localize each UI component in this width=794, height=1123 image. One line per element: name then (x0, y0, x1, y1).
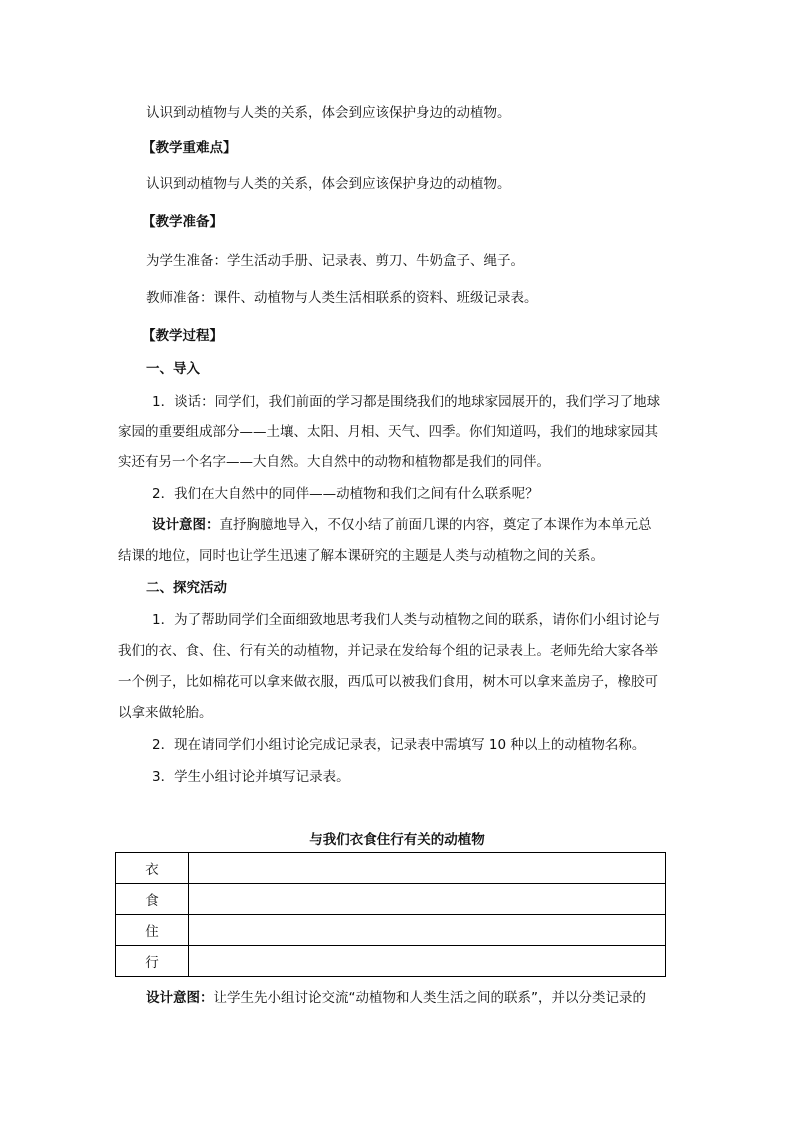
explore-paragraph-line: 一个例子，比如棉花可以拿来做衣服，西瓜可以被我们食用，树木可以拿来盖房子，橡胶可 (118, 674, 658, 690)
design-intent-text: 让学生先小组讨论交流“动植物和人类生活之间的联系”，并以分类记录的 (213, 990, 646, 1006)
intro-paragraph-line: 实还有另一个名字——大自然。大自然中的动物和植物都是我们的同伴。 (118, 454, 550, 470)
row-label: 食 (116, 884, 189, 915)
table-row (116, 915, 666, 946)
row-cell (189, 884, 666, 915)
design-intent-line (146, 988, 646, 1008)
table-title: 与我们衣食住行有关的动植物 (309, 832, 485, 848)
intro-paragraph-line: 家园的重要组成部分——土壤、太阳、月相、天气、四季。你们知道吗，我们的地球家园其 (118, 424, 658, 440)
heading-key-points: 【教学重难点】 (142, 140, 237, 156)
table-row (116, 946, 666, 977)
row-cell (189, 853, 666, 884)
intro-paragraph-line: 1．谈话：同学们，我们前面的学习都是围绕我们的地球家园展开的，我们学习了地球 (152, 394, 661, 410)
heading-process: 【教学过程】 (142, 328, 223, 344)
section-intro-title: 一、导入 (146, 361, 200, 377)
table-row (116, 884, 666, 915)
intro-question: 2．我们在大自然中的同伴——动植物和我们之间有什么联系呢？ (152, 486, 539, 502)
section-explore-title: 二、探究活动 (146, 580, 227, 596)
explore-step-2: 2．现在请同学们小组讨论完成记录表，记录表中需填写 10 种以上的动植物名称。 (152, 737, 646, 753)
explore-step-3: 3．学生小组讨论并填写记录表。 (152, 769, 350, 785)
design-intent-line (152, 515, 652, 535)
row-label: 衣 (116, 853, 189, 884)
explore-paragraph-line: 1．为了帮助同学们全面细致地思考我们人类与动植物之间的联系，请你们小组讨论与 (152, 612, 661, 628)
row-cell (189, 946, 666, 977)
design-intent-text: 直抒胸臆地导入，不仅小结了前面几课的内容，奠定了本课作为本单元总 (219, 517, 652, 533)
design-intent-label: 设计意图： (146, 990, 214, 1006)
design-intent-label: 设计意图： (152, 517, 220, 533)
table-row (116, 853, 666, 884)
heading-preparation: 【教学准备】 (142, 214, 223, 230)
design-intent-line: 结课的地位，同时也让学生迅速了解本课研究的主题是人类与动植物之间的关系。 (118, 548, 604, 564)
record-table (115, 852, 666, 977)
row-label: 住 (116, 915, 189, 946)
student-preparation: 为学生准备：学生活动手册、记录表、剪刀、牛奶盒子、绳子。 (146, 253, 524, 269)
objective-text: 认识到动植物与人类的关系，体会到应该保护身边的动植物。 (146, 105, 511, 121)
row-label: 行 (116, 946, 189, 977)
explore-paragraph-line: 我们的衣、食、住、行有关的动植物，并记录在发给每个组的记录表上。老师先给大家各举 (118, 643, 658, 659)
explore-paragraph-line: 以拿来做轮胎。 (118, 705, 213, 721)
teacher-preparation: 教师准备：课件、动植物与人类生活相联系的资料、班级记录表。 (146, 290, 538, 306)
key-points-text: 认识到动植物与人类的关系，体会到应该保护身边的动植物。 (146, 176, 511, 192)
row-cell (189, 915, 666, 946)
